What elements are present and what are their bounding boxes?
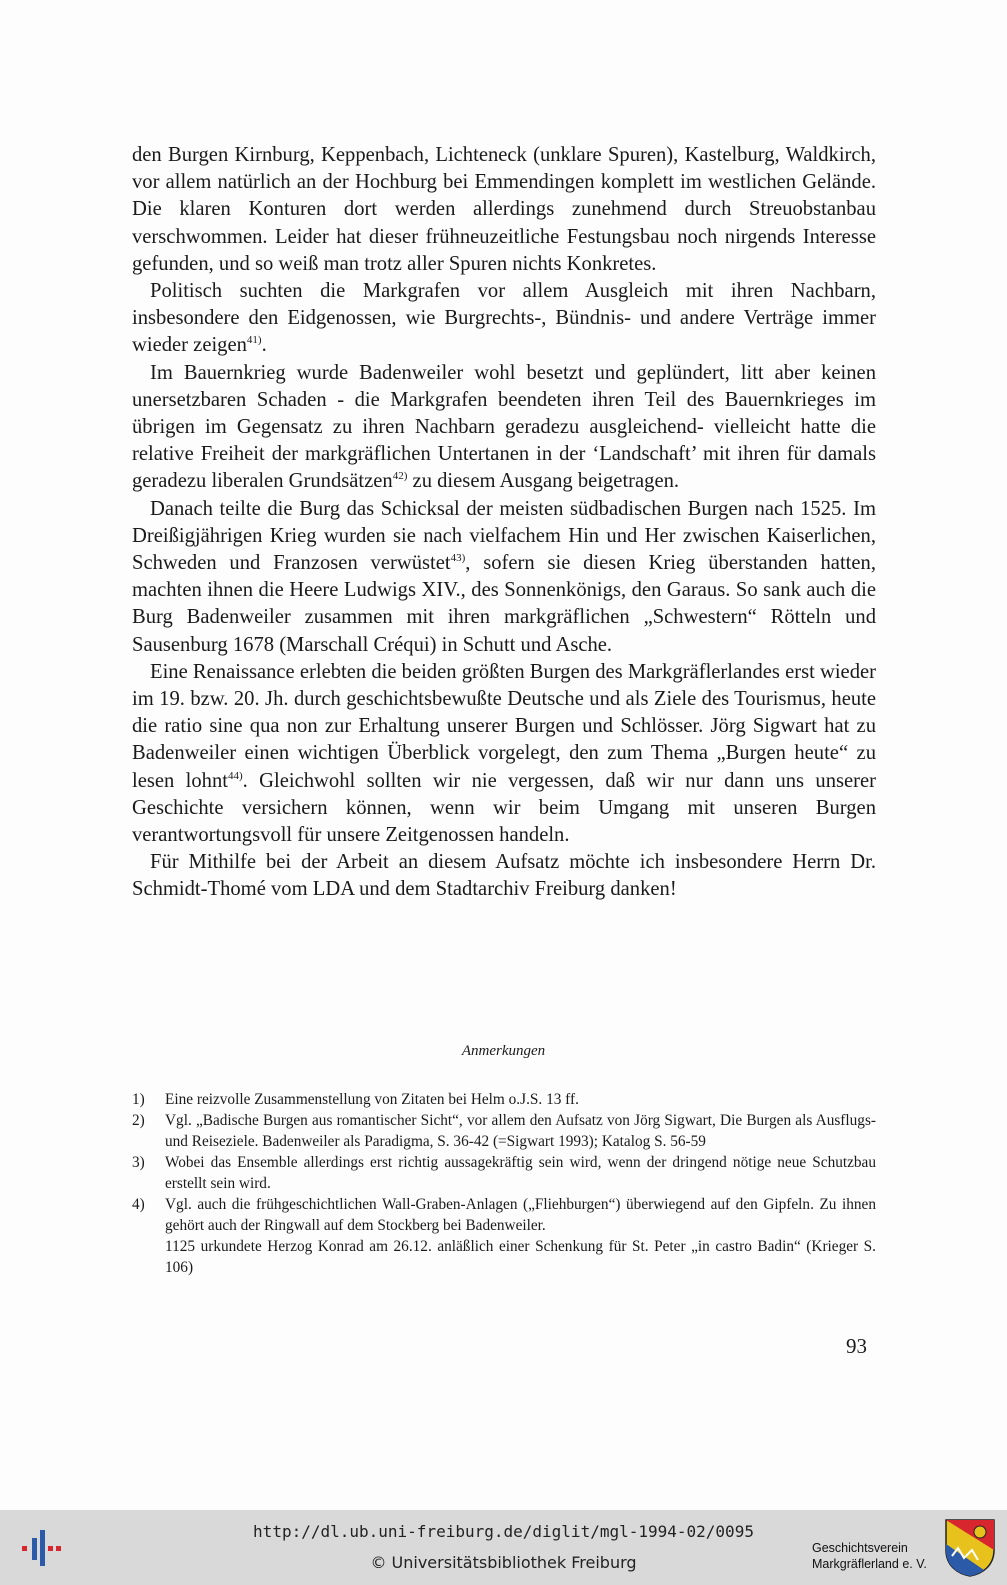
footnote-number: 4) <box>132 1196 145 1213</box>
copyright-text: © Universitätsbibliothek Freiburg <box>370 1553 637 1572</box>
footnote <box>132 1089 876 1110</box>
publisher-line-2: Markgräflerland e. V. <box>812 1557 927 1571</box>
footnote-reference: 42) <box>392 470 408 483</box>
footnote-body <box>165 1110 876 1152</box>
body-paragraph <box>132 849 876 903</box>
paragraph-text: Für Mithilfe bei der Arbeit an diesem Aufsatz möchte ich insbesondere Herrn Dr. Schmidt-Thomé vom LDA und dem Stadtarchiv Freiburg danken! <box>132 851 876 901</box>
footnote-body <box>165 1089 876 1110</box>
footnote <box>132 1152 876 1194</box>
footnote-number: 3) <box>132 1154 145 1171</box>
footnote <box>132 1110 876 1152</box>
paragraph-text: Politisch suchten die Markgrafen vor allem Ausgleich mit ihren Nachbarn, insbesondere den Eidgenossen, wie Burgrechts-, Bündnis- und andere Verträge immer wieder zeigen <box>132 280 876 357</box>
publisher-name <box>812 1540 927 1572</box>
page-number: 93 <box>846 1334 867 1358</box>
body-paragraph <box>132 278 876 360</box>
paragraph-text: Eine Renaissance erlebten die beiden größten Burgen des Markgräflerlandes erst wieder im 19. bzw. 20. Jh. durch geschichtsbewußte Deutsche und als Ziele des Tourismus, heute die ratio sine qua non zur Erhaltung unserer Burgen und Schlösser. Jörg Sigwart hat zu Badenweiler einen wichtigen Überblick vorgelegt, den zum Thema „Burgen heute“ zu lesen lohnt <box>132 660 876 792</box>
footnote-text: Wobei das Ensemble allerdings erst richtig aussagekräftig sein wird, wenn der dringend nötige neue Schutzbau erstellt sein wird. <box>165 1154 876 1192</box>
footnote-text: Eine reizvolle Zusammenstellung von Zitaten bei Helm o.J.S. 13 ff. <box>165 1091 579 1108</box>
footnote-text: Vgl. auch die frühgeschichtlichen Wall-Graben-Anlagen („Fliehburgen“) überwiegend auf den Gipfeln. Zu ihnen gehört auch der Ringwall auf dem Stockberg bei Badenweiler. <box>165 1196 876 1234</box>
paragraph-text: Danach teilte die Burg das Schicksal der meisten südbadischen Burgen nach 1525. Im Dreißigjährigen Krieg wurden sie nach vielfachem Hin und Her zwischen Kaiserlichen, Schweden und Franzosen verwüstet <box>132 497 876 575</box>
paragraph-text: . Gleichwohl sollten wir nie vergessen, daß wir nur dann uns unserer Geschichte versichern können, wenn wir beim Umgang mit unseren Burgen verantwortungsvoll für unsere Zeitgenossen handeln. <box>132 769 877 847</box>
footnote-body <box>165 1194 876 1278</box>
body-paragraph <box>132 142 876 278</box>
viewer-footer <box>0 1510 1007 1585</box>
paragraph-text: , sofern sie diesen Krieg überstanden hatten, machten ihnen die Heere Ludwigs XIV., des Sonnenkönigs, den Garaus. So sank auch die Burg Badenweiler zusammen mit ihren markgräflichen „Schwestern“ Rötteln und Sausenburg 1678 (Marschall Créqui) in Schutt und Asche. <box>132 552 876 656</box>
paragraph-text: zu diesem Ausgang beigetragen. <box>407 470 680 493</box>
document-url-link[interactable]: http://dl.ub.uni-freiburg.de/diglit/mgl-1994-02/0095 <box>253 1522 754 1541</box>
paragraph-text: Im Bauernkrieg wurde Badenweiler wohl besetzt und geplündert, litt aber keinen unersetzbaren Schaden - die Markgrafen beendeten ihren Teil des Bauernkrieges im übrigen im Gegensatz zu ihren Nachbarn geradezu ausgleichend- vielleicht hatte die relative Freiheit der markgräflichen Untertanen in der ‘Landschaft’ mit ihren für damals geradezu liberalen Grundsätzen <box>132 361 876 493</box>
body-text <box>132 142 876 904</box>
footnotes <box>132 1089 876 1278</box>
body-paragraph <box>132 360 876 496</box>
footnote-reference: 41) <box>246 334 262 347</box>
footnote-text: Vgl. „Badische Burgen aus romantischer Sicht“, vor allem den Aufsatz von Jörg Sigwart, Die Burgen als Ausflugs- und Reiseziele. Badenweiler als Paradigma, S. 36-42 (=Sigwart 1993); Katalog S. 56-59 <box>165 1112 876 1150</box>
footnote-reference: 43) <box>450 552 466 565</box>
footnote-number: 1) <box>132 1091 145 1108</box>
footnote-body <box>165 1152 876 1194</box>
body-paragraph <box>132 659 876 849</box>
footnote <box>132 1194 876 1278</box>
footnote-text-continued: 1125 urkundete Herzog Konrad am 26.12. anläßlich einer Schenkung für St. Peter „in castro Badin“ (Krieger S. 106) <box>165 1238 876 1276</box>
footnote-number: 2) <box>132 1112 145 1129</box>
notes-heading: Anmerkungen <box>461 1043 546 1059</box>
body-paragraph <box>132 496 876 659</box>
paragraph-text: den Burgen Kirnburg, Keppenbach, Lichteneck (unklare Spuren), Kastelburg, Waldkirch, vor allem natürlich an der Hochburg bei Emmendingen komplett im westlichen Gelände. Die klaren Konturen dort werden allerdings zunehmend durch Streuobstanbau verschwommen. Leider hat dieser frühneuzeitliche Festungsbau noch nirgends Interesse gefunden, und so weiß man trotz aller Spuren nichts Konkretes. <box>132 144 876 275</box>
footnote-reference: 44) <box>228 769 243 782</box>
coat-of-arms-icon <box>944 1518 996 1578</box>
publisher-line-1: Geschichtsverein <box>812 1541 908 1555</box>
paragraph-text: . <box>261 334 267 357</box>
